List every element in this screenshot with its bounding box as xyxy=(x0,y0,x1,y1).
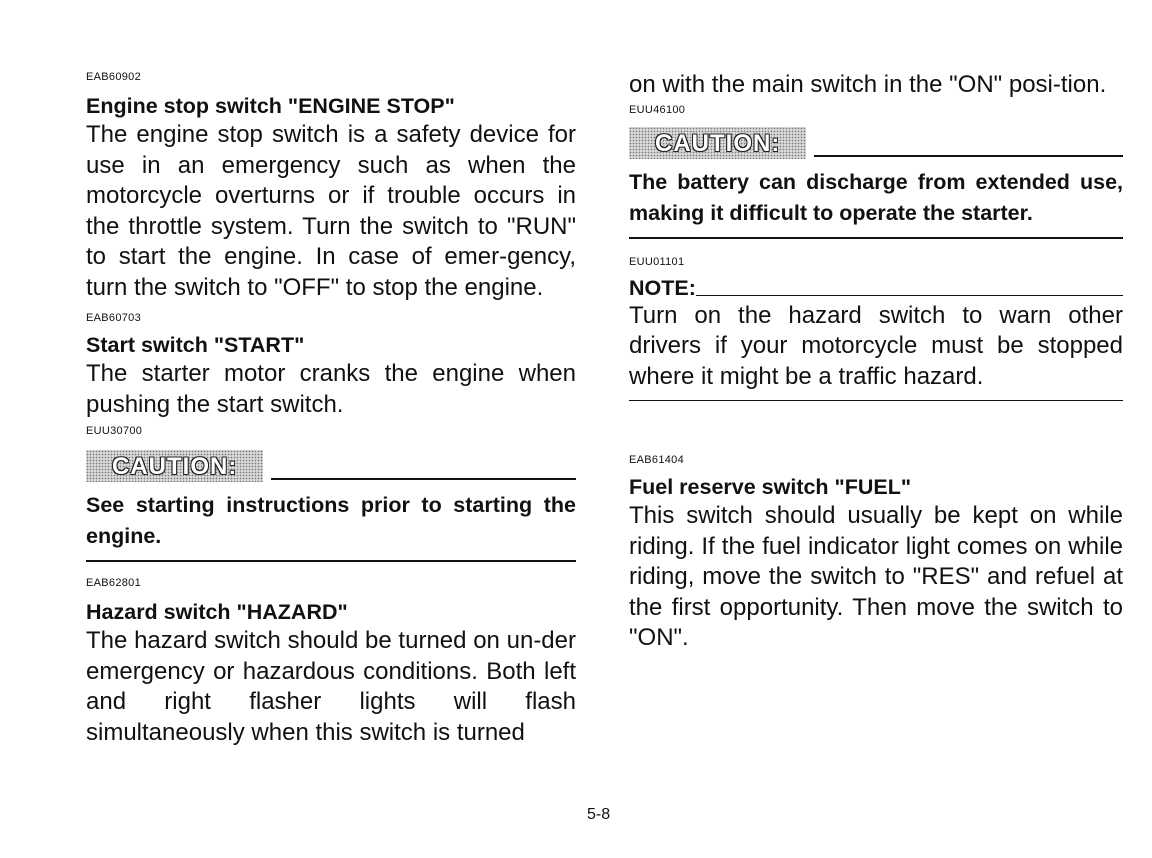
fuel-reserve-text: This switch should usually be kept on while riding. If the fuel indicator light comes on while riding, move the switch to "RES" and refuel at the first opportunity. Then move the switch to "ON". xyxy=(629,502,1123,651)
hazard-continuation-text: on with the main switch in the "ON" posi-tion. xyxy=(629,71,1107,98)
caution-header xyxy=(86,444,576,482)
section-code: EUU01101 xyxy=(629,255,685,268)
caution-text: See starting instructions prior to starting the engine. xyxy=(86,493,576,548)
engine-stop-heading: Engine stop switch "ENGINE STOP" xyxy=(86,94,455,118)
start-switch-heading: Start switch "START" xyxy=(86,333,305,357)
caution-text: The battery can discharge from extended use, making it difficult to operate the starter. xyxy=(629,169,1123,225)
right-column xyxy=(629,0,1123,654)
page-number: 5-8 xyxy=(587,806,611,823)
note-label: NOTE: xyxy=(629,275,696,300)
caution-rule xyxy=(814,155,1123,157)
section-code: EUU30700 xyxy=(86,425,143,437)
left-column xyxy=(86,0,576,748)
hazard-switch-text: The hazard switch should be turned on un-der emergency or hazardous conditions. Both left and right flasher lights will flash simultaneously when this switch is turned xyxy=(86,627,576,746)
caution-header xyxy=(629,121,1123,159)
fuel-reserve-heading: Fuel reserve switch "FUEL" xyxy=(629,475,912,499)
start-switch-text: The starter motor cranks the engine when pushing the start switch. xyxy=(86,360,576,418)
note-text: Turn on the hazard switch to warn other drivers if your motorcycle must be stopped where it might be a traffic hazard. xyxy=(629,301,1123,390)
section-code: EAB60703 xyxy=(86,312,141,324)
section-code: EUU46100 xyxy=(629,103,686,116)
caution-label: CAUTION: xyxy=(629,127,806,159)
note-header xyxy=(629,275,1123,301)
section-code: EAB62801 xyxy=(86,577,141,589)
note-rule xyxy=(696,295,1123,296)
engine-stop-text: The engine stop switch is a safety device for use in an emergency such as when the motorcycle overturns or if trouble occurs in the throttle system. Turn the switch to "RUN" to start the engine. In case of emer-gency, turn the switch to "OFF" to stop the engine. xyxy=(86,121,576,301)
caution-label: CAUTION: xyxy=(86,450,263,482)
section-code: EAB60902 xyxy=(86,71,141,83)
section-code: EAB61404 xyxy=(629,454,684,466)
caution-rule xyxy=(271,478,576,480)
hazard-switch-heading: Hazard switch "HAZARD" xyxy=(86,600,348,624)
